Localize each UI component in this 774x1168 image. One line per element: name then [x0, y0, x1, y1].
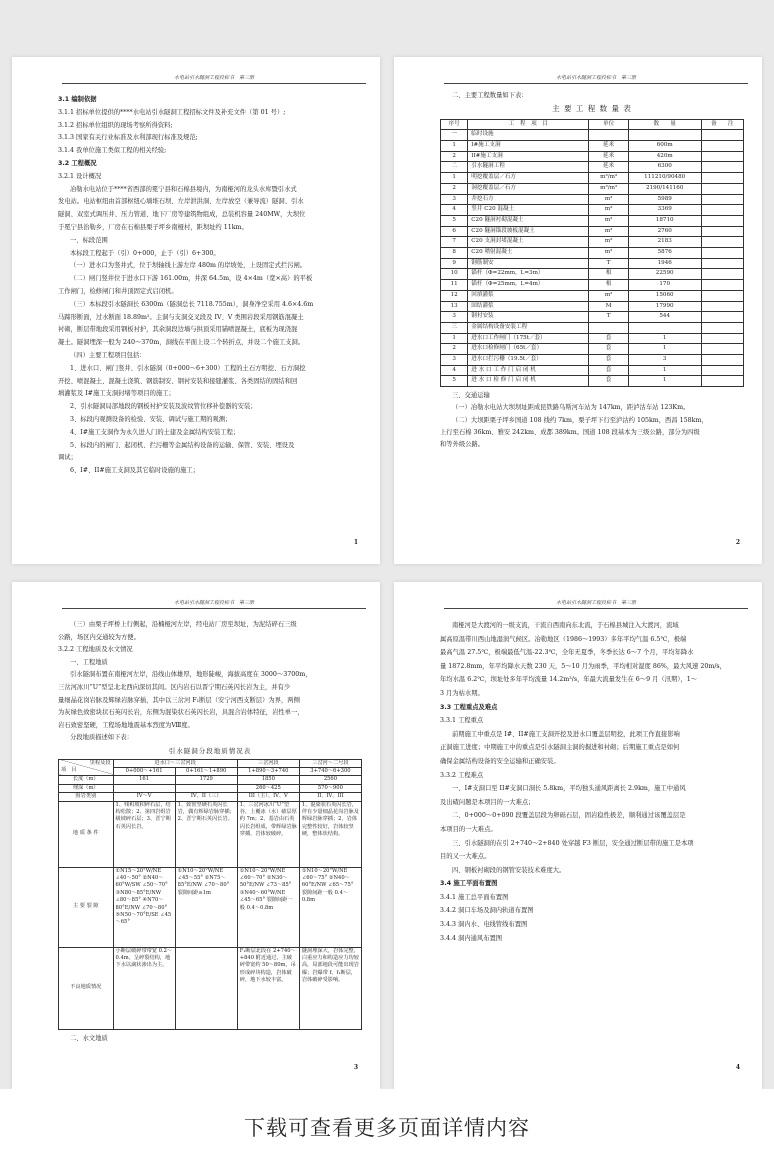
banner-text: 下载可查看更多页面详情内容 — [244, 1116, 530, 1140]
table-cell — [175, 947, 237, 1029]
text-line: 分段地质描述如下表： — [70, 734, 133, 742]
table-row — [441, 162, 744, 173]
table-cell: 161 — [113, 776, 175, 784]
text-line: 3.3.1 工程重点 — [440, 717, 484, 725]
text-line: 1、进水口、闸门竖井、引水隧洞（0+000～6+300）工程的土石方明挖、石方洞挖 — [70, 364, 306, 372]
table-cell: 明挖覆盖层／石方 — [468, 173, 589, 184]
table-cell — [701, 162, 743, 173]
text-line: 上行至石棉 36km、雅安 242km、成都 389km。国道 108 段基本为三级公路，部分为四级 — [440, 429, 700, 437]
text-line: 工作闸门，检修闸门和井顶固定式启闭机。 — [58, 287, 178, 295]
geology-table — [58, 759, 362, 1030]
text-line: （一）进水口为竖井式，位于坝轴线上游左岸 480m 的岸坡处，上设固定式拦污闸。 — [70, 262, 307, 270]
table-cell: 1 — [628, 376, 701, 387]
text-line: 6、I#、II#施工支洞及其它临时设施的施工； — [70, 467, 200, 475]
table-cell: m³/m³ — [589, 173, 628, 184]
table-cell — [701, 248, 743, 259]
table-cell: 1 — [628, 333, 701, 344]
text-line: 为灰绿色致密块状石英闪长岩，东侧为混染状石英闪长岩，具混合岩体特征，岩性单一， — [58, 709, 304, 717]
text-line: （三）本标段引水隧洞长 6300m（隧洞总长 7118.755m），洞身净空采用 4.6×4.6m — [70, 300, 314, 308]
table-cell — [701, 376, 743, 387]
page-header: 水电站引水隧洞工程投标书 第三册 — [62, 599, 366, 609]
row-label: 埋深（m） — [59, 784, 114, 792]
table-cell: 1 — [441, 333, 468, 344]
table-row — [441, 183, 744, 194]
table-cell: 锚杆（Φ=25mm，L=4m） — [468, 280, 589, 291]
table-cell: 2560 — [299, 776, 361, 784]
table-cell: 1946 — [628, 258, 701, 269]
table-cell: 固结灌浆 — [468, 301, 589, 312]
table-cell: 11 — [441, 280, 468, 291]
page-3-body — [58, 619, 362, 1045]
chainage-cell: 1+890～3+740 — [237, 767, 299, 775]
table-cell: 5989 — [628, 194, 701, 205]
text-line: 三岔河冰川“U”型呈北北西向深切其间。区内岩石以晋宁期石英闪长岩为主，并有少 — [58, 683, 291, 691]
text-line: 发电站。电站枢纽由首部枢纽心墙堆石坝、左岸泄洪洞、左岸放空（兼导流）隧洞、引水 — [58, 198, 304, 206]
geology-intro — [58, 619, 362, 745]
table-cell: 引水隧洞工程 — [468, 162, 589, 173]
row-label: 长度（m） — [59, 776, 114, 784]
text-line: 年均水温 6.2℃，坝址处多年平均流量 14.2m³/s，年最大流量发生在 6～9 月（汛期），1～ — [440, 676, 698, 684]
table-cell: 6 — [441, 226, 468, 237]
corner-bottom-label: 项 目 — [61, 767, 77, 774]
table-cell: 进水口检修闸门（65t／套） — [468, 344, 589, 355]
table-cell — [701, 215, 743, 226]
text-line: 3.2.2 工程地质及水文情况 — [58, 646, 133, 654]
text-line: 岩石致密坚硬，工程场地地震基本烈度为Ⅷ度。 — [58, 721, 194, 729]
table-cell: 570～900 — [299, 784, 361, 792]
table-cell: 8 — [441, 248, 468, 259]
table-cell: 回填灌浆 — [468, 290, 589, 301]
table-cell — [701, 280, 743, 291]
table-cell: 1850 — [237, 776, 299, 784]
table-cell: m³ — [589, 248, 628, 259]
column-header: 备 注 — [701, 119, 743, 130]
text-line: 3.1.4 我单位施工类似工程的相关经验; — [58, 147, 167, 155]
table-cell — [701, 365, 743, 376]
table-cell — [701, 226, 743, 237]
page-number: 3 — [353, 1064, 358, 1071]
table-cell: 15060 — [628, 290, 701, 301]
text-line: 3.1.1 招标单位提供的****水电站引水隧洞工程招标文件及补充文件（第 01 号）; — [58, 108, 286, 116]
text-line: 3.2.1 设计概况 — [58, 172, 102, 180]
table-cell: 金属结构设备安装工程 — [468, 322, 589, 333]
text-line: （三）由栗子坪桥上行侧起，沿楠桠河左岸，经电站厂房至坝址，为泥结碎石三级 — [70, 621, 297, 628]
text-line: 三、引水隧洞的在引 2+740～2+840 处穿越 F3 断层，安全通过断层带的施工是本项 — [452, 839, 694, 847]
text-line: 确保金属结构设备的安全运输和正确安装。 — [440, 757, 560, 765]
text-line: 3.1.3 国家有关行业标准及水利部现行标准及规范; — [58, 134, 198, 142]
table-row — [59, 867, 362, 947]
table-row — [59, 784, 362, 792]
table-caption: 主 要 工 程 数 量 表 — [552, 104, 632, 114]
table-row — [441, 205, 744, 216]
table-row — [441, 248, 744, 259]
table-cell: 1、致密坚硬石英闪长岩，偶有辉绿岩脉穿插；2、晋宁期石英闪长岩。 — [175, 801, 237, 867]
table-cell: 锚杆（Φ=22mm，L=3m） — [468, 269, 589, 280]
table-row — [441, 344, 744, 355]
hydrology-heading — [58, 1033, 362, 1046]
table-cell: m³ — [589, 237, 628, 248]
document-page-4 — [394, 582, 762, 1089]
table-cell: 2 — [441, 183, 468, 194]
table-cell: 根 — [589, 269, 628, 280]
table-cell — [701, 205, 743, 216]
row-label: 地 质 条 件 — [59, 801, 114, 867]
table-row — [441, 269, 744, 280]
page-1-body — [58, 94, 362, 478]
table-cell: 22590 — [628, 269, 701, 280]
text-line: 本标段工程起于（引）0+000，止于（引）6+300。 — [70, 249, 220, 257]
table-cell: 2190/141160 — [628, 183, 701, 194]
text-line: 及出碴问题是本项目的一大难点； — [440, 798, 535, 806]
section-heading: 3.3 工程重点及难点 — [440, 703, 498, 711]
chainage-cell: 0+000～+161 — [113, 767, 175, 775]
table-cell: F₁断层北段在 2+740～+840 附近通过，主破碎带宽约 50～80m，吊形成碎块构造，岩体破碎，地下水较丰富。 — [237, 947, 299, 1029]
text-line: 3.1.2 招标单位组织的现场考察所得资料; — [58, 121, 173, 129]
table-cell: 1 — [441, 173, 468, 184]
table-cell: m³ — [589, 205, 628, 216]
table-row — [441, 333, 744, 344]
table-cell: 套 — [589, 365, 628, 376]
table-cell — [113, 784, 175, 792]
table-cell — [589, 322, 628, 333]
table-cell: 5 — [441, 215, 468, 226]
table-cell: C20 隧洞锚段坡板混凝土 — [468, 226, 589, 237]
table-cell: 套 — [589, 333, 628, 344]
table-cell: 竖井 C20 混凝土 — [468, 205, 589, 216]
row-label: 不良地质情况 — [59, 947, 114, 1029]
table-cell: 洞挖覆盖层／石方 — [468, 183, 589, 194]
text-line: 一、工程地质 — [70, 658, 108, 666]
text-line: 开挖、喷混凝土、混凝土浇筑、钢筋制安、钢衬安装和接缝灌浆、各类固结的固结和回 — [58, 377, 298, 385]
section-heading: 3.2 工程概况 — [58, 159, 97, 167]
table-row — [441, 376, 744, 387]
table-row — [441, 355, 744, 366]
page-header: 水电站引水隧洞工程投标书 第三册 — [444, 599, 748, 609]
table-cell — [589, 130, 628, 141]
text-line: 量细晶花岗岩脉及辉绿岩脉穿插，其中以三岔河 F₁断层（安宁河西支断层）为界，两侧 — [58, 696, 300, 704]
table-cell: 3 — [441, 194, 468, 205]
table-cell: T — [589, 312, 628, 323]
table-cell: II、IV、III — [299, 793, 361, 801]
page-header: 水电站引水隧洞工程投标书 第三册 — [62, 74, 366, 84]
text-line: 和等外级公路。 — [440, 441, 485, 449]
table-cell: ①N10～20°W/NE ∠45～55° ②N75～85°E/NW ∠70～80° 裂隙间距≥1m — [175, 867, 237, 947]
corner-top-label: 里程及段 — [89, 760, 111, 767]
section-heading: 3.1 编制依据 — [58, 96, 97, 103]
table-cell — [701, 322, 743, 333]
table-cell: 420m — [628, 151, 701, 162]
text-line: 南桠河是大渡河的一级支流，干流自西南向东北流，于石棉县城注入大渡河，流域 — [452, 622, 679, 629]
table-row — [441, 290, 744, 301]
quantity-table — [440, 119, 744, 388]
table-cell: 二 — [441, 162, 468, 173]
section-header: 三岔河段 — [237, 759, 299, 767]
table-cell: 3 — [441, 312, 468, 323]
table-cell: 600m — [628, 141, 701, 152]
table-cell: 套 — [589, 344, 628, 355]
table-cell: m³/m³ — [589, 183, 628, 194]
page-number: 2 — [735, 539, 740, 546]
text-line: 3.3.2 工程难点 — [440, 771, 484, 779]
table-cell — [701, 355, 743, 366]
table-cell: 根 — [589, 280, 628, 291]
table-row — [441, 173, 744, 184]
text-line: 前期施工中重点是 I#、II#施工支洞开挖及进水口覆盖层明挖，此项工作直接影响 — [452, 730, 680, 738]
table-cell: 18710 — [628, 215, 701, 226]
table-cell: 1 — [628, 344, 701, 355]
table-cell — [628, 322, 701, 333]
text-line: 3.4.4 洞内通风布置图 — [440, 934, 503, 942]
table-cell: 7 — [441, 237, 468, 248]
table-row — [59, 759, 362, 767]
table-cell: 钢筋制安 — [468, 258, 589, 269]
table-cell: 9 — [441, 258, 468, 269]
text-line: 于冕宁县治勒乡，厂房在石棉县栗子坪乡南桠村，距坝址约 11km。 — [58, 223, 248, 231]
table-cell: 隧洞埋深大，岩体完整，白重应力和构造应力均较高，局部地段可能出现岩爆；岩爆带 f、f₁断层，岩体破碎受影响。 — [299, 947, 361, 1029]
text-line: （四）主要工程项目包括： — [70, 351, 146, 359]
text-line: 量 1872.8mm，年平均降水天数 230 天，5～10 月为雨季，平均相对湿度 86%，最大风速 20m/s， — [440, 662, 726, 670]
text-line: 冶勒水电站位于****省西部的冕宁县和石棉县境内，为南桠河的龙头水库暨引水式 — [70, 185, 297, 193]
table-cell: ①N15～20°W/NE ∠40～50° ②N40～60°W/SW ∠50～70° ③N80～85°E/NW ∠80～85° ④N70～80°E/NW ∠70～80° ⑤N50～70°E/SE ∠45～65° — [113, 867, 175, 947]
column-header: 工 程 项 目 — [468, 119, 589, 130]
table-row — [441, 365, 744, 376]
table-cell: 2183 — [628, 237, 701, 248]
row-label: 主 要 裂 隙 — [59, 867, 114, 947]
chainage-cell: 0+161～1+890 — [175, 767, 237, 775]
table-cell: 13 — [441, 301, 468, 312]
document-page-1 — [12, 57, 380, 564]
table-cell: 进 水 口 工 作 门 启 闭 机 — [468, 365, 589, 376]
text-line: 3.4.2 洞口车场及洞内轨道布置图 — [440, 907, 534, 915]
table-cell — [701, 183, 743, 194]
table-cell — [701, 258, 743, 269]
table-cell: IV、II（三） — [175, 793, 237, 801]
table-cell: 2 — [441, 344, 468, 355]
text-line: 四、钢板衬砌段的钢管安装技术难度大。 — [452, 866, 566, 874]
table-cell: 260～425 — [237, 784, 299, 792]
table-cell — [628, 130, 701, 141]
text-line: 凝土。隧洞埋深一般为 240～370m，洞线在平面上设二个转折点，并设二个施工支洞。 — [58, 339, 305, 347]
table-row — [441, 151, 744, 162]
table-cell: 17990 — [628, 301, 701, 312]
table-cell — [701, 151, 743, 162]
table-row — [441, 322, 744, 333]
table-row — [441, 130, 744, 141]
section-heading: 3.4 施工平面布置图 — [440, 880, 498, 888]
table-cell: C20 支洞封堵混凝土 — [468, 237, 589, 248]
table-cell: 小断层破碎带带宽 0.2～0.4m，呈碎裂结构，地下水以滴状渗出为主。 — [113, 947, 175, 1029]
column-header: 序号 — [441, 119, 468, 130]
table-cell: 4 — [441, 205, 468, 216]
table-cell: 延米 — [589, 141, 628, 152]
table-row — [441, 226, 744, 237]
table-cell — [701, 269, 743, 280]
text-line: 3.4.1 施工总平面布置图 — [440, 893, 509, 901]
table-cell — [701, 237, 743, 248]
table-cell: 一 — [441, 130, 468, 141]
table-cell: m³ — [589, 226, 628, 237]
text-line: 调试； — [58, 454, 77, 462]
text-line: 二、0+000～0+090 段覆盖层段为卵砾石层，固岩稳性极差，顺利通过该覆盖层是 — [452, 812, 686, 820]
text-line: 一、标段范围 — [70, 236, 108, 244]
text-line: 最高气温 27.5℃，极端最低气温-22.3℃，全年无夏季，冬季长达 6～7 个月，平均年降水 — [440, 649, 694, 657]
table-cell: 套 — [589, 355, 628, 366]
text-line: 属高原温带川西山地湿润气候区。冶勒地区（1986～1993）多年平均气温 6.5℃，极端 — [440, 635, 687, 643]
page-number: 4 — [735, 1064, 740, 1071]
download-banner[interactable] — [0, 1089, 774, 1168]
table-cell: 3 — [441, 355, 468, 366]
table-cell: 1 — [441, 141, 468, 152]
table-cell: II#施工支洞 — [468, 151, 589, 162]
table-intro: 二、主要工程数量如下表： — [452, 92, 528, 99]
table-cell: IV～V — [113, 793, 175, 801]
page-2-body — [440, 90, 744, 452]
table-cell: m³ — [589, 194, 628, 205]
text-line: 二、水文地质 — [70, 1034, 108, 1042]
table-cell: 12 — [441, 290, 468, 301]
text-line: 引水隧洞布置在南桠河左岸，沿线山体雄厚，地形陡峻，海拔高度在 3000～3700m， — [70, 671, 312, 679]
text-line: 衬砌，断层带地段采用钢板衬护，其余洞段边墙与拱顶采用锚喷混凝土，底板为现浇混 — [58, 326, 298, 334]
text-line: 3 月为枯水期。 — [440, 689, 484, 697]
table-row — [59, 801, 362, 867]
table-cell — [701, 301, 743, 312]
page-4-body — [440, 619, 744, 945]
table-cell: 套 — [589, 376, 628, 387]
text-line: 2、引水隧洞局部地段的钢板衬护安装及波纹管位移补偿器的安装； — [70, 403, 257, 411]
table-cell: 10 — [441, 269, 468, 280]
table-row — [59, 947, 362, 1029]
text-line: 填灌浆及 I#施工支洞封堵等项目的施工； — [58, 390, 175, 398]
table-cell — [701, 194, 743, 205]
table-row — [441, 280, 744, 291]
table-cell — [175, 784, 237, 792]
row-label: 围岩类别 — [59, 793, 114, 801]
table-cell: ①N10～20°W/NE ∠60～70° ②N30～50°E/NW ∠73～85° ③N40～60°W/NE ∠45～65° 裂隙间距一般 0.4～0.8m — [237, 867, 299, 947]
table-corner-cell — [59, 759, 114, 776]
table-cell: 1729 — [175, 776, 237, 784]
table-cell: 544 — [628, 312, 701, 323]
column-header: 数 量 — [628, 119, 701, 130]
table-cell: 进水口拦污栅（19.5t／套） — [468, 355, 589, 366]
table-cell: m² — [589, 290, 628, 301]
text-line: 目的又一大难点。 — [440, 853, 491, 861]
table-cell: 三 — [441, 322, 468, 333]
table-cell: 1 — [628, 365, 701, 376]
table-cell — [701, 173, 743, 184]
table-cell: 6300 — [628, 162, 701, 173]
table-cell: C20 喷射混凝土 — [468, 248, 589, 259]
table-cell: 170 — [628, 280, 701, 291]
geology-table-caption: 引水隧洞分段地质情况表 — [168, 746, 252, 755]
text-line: （二）闸门竖井位于进水口下游 161.00m，井深 64.5m，设 4×4m（宽×高）的平板 — [70, 275, 313, 283]
table-cell: 4 — [441, 365, 468, 376]
table-row — [441, 215, 744, 226]
table-cell: 1、混染状石英闪长岩，伴有少量细晶花岗岩脉及辉绿岩脉穿插；2、岩体完整性较好，岩体较坚硬，整体状结构。 — [299, 801, 361, 867]
text-line: 正洞施工进度；中期施工中的重点是引水隧洞主洞的掘进和衬砌；后期施工重点是如何 — [440, 744, 680, 752]
table-row — [59, 793, 362, 801]
table-cell: 2760 — [628, 226, 701, 237]
table-cell — [701, 141, 743, 152]
document-page-3 — [12, 582, 380, 1089]
table-cell: 1、残积坡积碎石层，结构松散；2、第四岩组岩级坡碎石层；3、晋宁期石英闪长岩。 — [113, 801, 175, 867]
table-cell: I#施工支洞 — [468, 141, 589, 152]
text-line: 三、交通运输 — [452, 392, 490, 400]
column-header: 单位 — [589, 119, 628, 130]
table-cell — [701, 130, 743, 141]
table-row — [441, 312, 744, 323]
table-cell: m³ — [589, 215, 628, 226]
table-cell: 井挖石方 — [468, 194, 589, 205]
table-cell: 临时设施 — [468, 130, 589, 141]
section-header: 三岔河～二号段 — [299, 759, 361, 767]
text-line: 一、I#支洞口至 II#支洞口洞长 5.8km，平均独头通风距离长 2.9km，施工中通风 — [452, 785, 686, 793]
table-row — [441, 141, 744, 152]
text-line: 隧洞、双室式调压井、压力管道、地下厂房等建筑物组成，总装机容量 240MW，大坝位 — [58, 211, 306, 219]
table-cell: 进 水 口 检 修 门 启 闭 机 — [468, 376, 589, 387]
table-cell: M — [589, 301, 628, 312]
table-cell: 5876 — [628, 248, 701, 259]
table-cell: 延米 — [589, 162, 628, 173]
table-cell: 2 — [441, 151, 468, 162]
table-cell — [701, 333, 743, 344]
text-line: 公路，场区内交通较为方便。 — [58, 633, 140, 641]
section-header: 进水口～三岔河段 — [113, 759, 237, 767]
table-cell: ①N10～20°W/NE ∠60～75° ②N40～60°E/NW ∠65～75° 裂隙间距一般 0.4～0.8m — [299, 867, 361, 947]
table-cell: 钢衬安装 — [468, 312, 589, 323]
text-line: （一）冶勒水电站大坝坝址距成昆铁路乌斯河车站为 147km，距泸沽车站 123Km。 — [452, 404, 690, 412]
text-line: 马蹄形断面，过水断面 18.89m²。主洞与支洞交叉段及 IV、V 类围岩段采用钢筋混凝土 — [58, 313, 304, 321]
table-cell — [701, 344, 743, 355]
page-number: 1 — [353, 539, 358, 546]
table-cell: 3 — [628, 355, 701, 366]
table-row — [441, 237, 744, 248]
transport-section — [440, 390, 744, 451]
table-cell: 1、三岔河冰川“U”型谷，上覆冰（水）碛层厚约 7m；2、基岩由石英闪长岩组成，带辉绿岩脉穿插，岩体较破碎。 — [237, 801, 299, 867]
table-cell: III（主）、IV、V — [237, 793, 299, 801]
text-line: 3.4.3 洞内水、电线管线布置图 — [440, 921, 528, 929]
text-line: （二）大坝距栗子坪乡国道 108 线约 7km，栗子坪下行至泸沽约 105km，西昌 158km， — [452, 416, 708, 424]
text-line: 5、标段内的闸门、起闭机、拦污栅等金属结构设备的运输、保管、安装、埋设及 — [70, 441, 295, 449]
table-cell: 3369 — [628, 205, 701, 216]
table-cell: 延米 — [589, 151, 628, 162]
table-cell: 5 — [441, 376, 468, 387]
table-row — [441, 194, 744, 205]
table-row — [441, 258, 744, 269]
table-cell: 111210/90480 — [628, 173, 701, 184]
table-cell — [701, 290, 743, 301]
table-row — [441, 301, 744, 312]
page-header: 水电站引水隧洞工程投标书 第三册 — [444, 74, 748, 84]
table-cell: C20 隧洞衬砌混凝土 — [468, 215, 589, 226]
text-line: 本项目的一大难点。 — [440, 825, 497, 833]
table-cell: T — [589, 258, 628, 269]
text-line: 3、标段内观测设备的检验、安装、调试与施工期的观测； — [70, 415, 232, 423]
document-page-2 — [394, 57, 762, 564]
table-cell — [701, 312, 743, 323]
table-cell: 进水口工作闸门（175t／套） — [468, 333, 589, 344]
table-row — [59, 776, 362, 784]
chainage-cell: 3+740～6+300 — [299, 767, 361, 775]
text-line: 4、I#施工支洞作为永久进人门的土建及金属结构安装工程； — [70, 428, 240, 436]
